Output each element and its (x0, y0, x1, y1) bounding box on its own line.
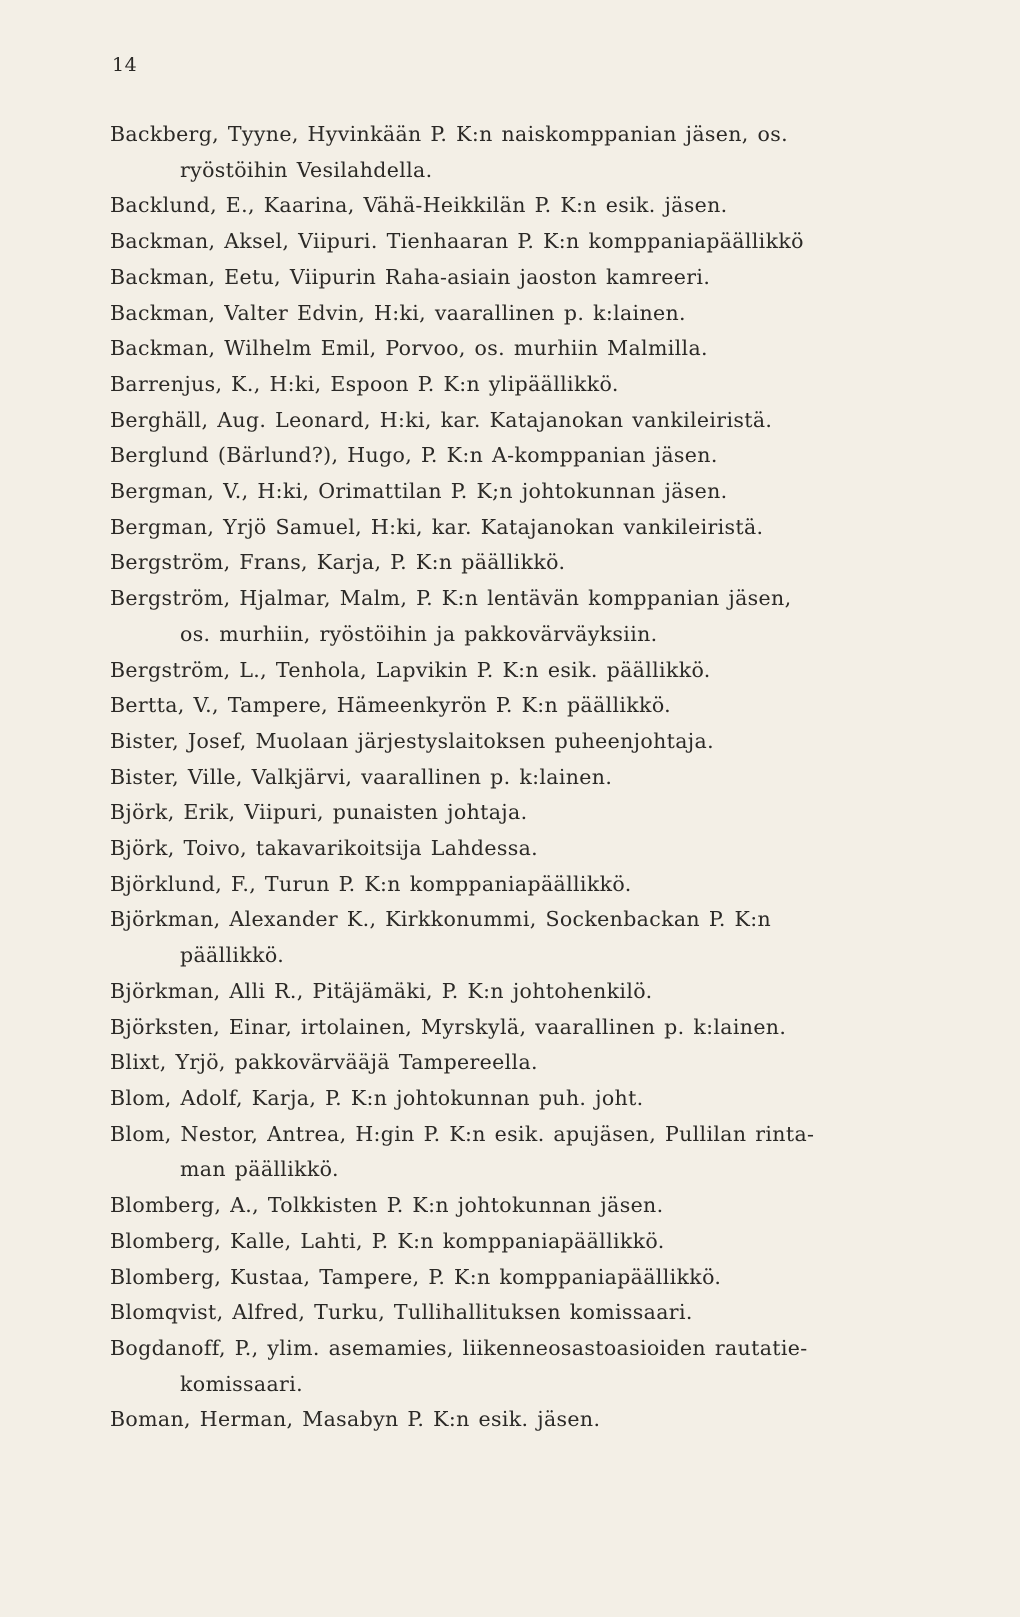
list-item (110, 1331, 910, 1402)
name-entry-list (110, 117, 910, 1438)
entry-text: Blomberg, Kustaa, Tampere, P. K:n komppaniapäällikkö. (110, 1264, 722, 1289)
entry-text: Boman, Herman, Masabyn P. K:n esik. jäsen. (110, 1407, 601, 1432)
list-item (110, 260, 910, 296)
entry-text: Backman, Eetu, Viipurin Raha-asiain jaoston kamreeri. (110, 264, 711, 289)
list-item (110, 188, 910, 224)
list-item (110, 296, 910, 332)
list-item (110, 403, 910, 439)
list-item (110, 867, 910, 903)
entry-text: Björk, Toivo, takavarikoitsija Lahdessa. (110, 836, 539, 861)
list-item (110, 1188, 910, 1224)
list-item (110, 653, 910, 689)
entry-text: Backman, Aksel, Viipuri. Tienhaaran P. K:n komppaniapäällikkö (110, 229, 804, 254)
list-item (110, 795, 910, 831)
entry-text: Berghäll, Aug. Leonard, H:ki, kar. Katajanokan vankileiristä. (110, 407, 773, 432)
list-item (110, 224, 910, 260)
list-item (110, 1224, 910, 1260)
list-item (110, 117, 910, 188)
page-number: 14 (112, 54, 138, 76)
entry-text: Björklund, F., Turun P. K:n komppaniapäällikkö. (110, 871, 632, 896)
entry-text: Bister, Ville, Valkjärvi, vaarallinen p. k:lainen. (110, 764, 613, 789)
list-item (110, 974, 910, 1010)
list-item (110, 760, 910, 796)
entry-text: Barrenjus, K., H:ki, Espoon P. K:n ylipäällikkö. (110, 371, 619, 396)
entry-text: Björkman, Alexander K., Kirkkonummi, Sockenbackan P. K:n (110, 907, 772, 932)
list-item (110, 688, 910, 724)
entry-text: Blom, Nestor, Antrea, H:gin P. K:n esik. apujäsen, Pullilan rinta- (110, 1121, 815, 1146)
entry-text: Backlund, E., Kaarina, Vähä-Heikkilän P. K:n esik. jäsen. (110, 193, 728, 218)
entry-text: Backman, Valter Edvin, H:ki, vaarallinen p. k:lainen. (110, 300, 686, 325)
list-item (110, 545, 910, 581)
list-item (110, 1295, 910, 1331)
entry-text: Bergström, Hjalmar, Malm, P. K:n lentävän komppanian jäsen, (110, 586, 792, 611)
list-item (110, 831, 910, 867)
entry-text: Bergström, Frans, Karja, P. K:n päällikkö. (110, 550, 566, 575)
entry-text: Bogdanoff, P., ylim. asemamies, liikenneosastoasioiden rautatie- (110, 1335, 808, 1360)
entry-continuation: komissaari. (180, 1371, 303, 1396)
list-item (110, 510, 910, 546)
entry-text: Blomberg, A., Tolkkisten P. K:n johtokunnan jäsen. (110, 1193, 664, 1218)
list-item (110, 724, 910, 760)
list-item (110, 902, 910, 973)
entry-text: Björkman, Alli R., Pitäjämäki, P. K:n johtohenkilö. (110, 978, 653, 1003)
entry-text: Bergman, V., H:ki, Orimattilan P. K;n johtokunnan jäsen. (110, 479, 728, 504)
entry-continuation: päällikkö. (180, 943, 285, 968)
entry-continuation: man päällikkö. (180, 1157, 339, 1182)
list-item (110, 331, 910, 367)
list-item (110, 1081, 910, 1117)
list-item (110, 1010, 910, 1046)
entry-text: Blom, Adolf, Karja, P. K:n johtokunnan puh. joht. (110, 1085, 644, 1110)
entry-text: Björk, Erik, Viipuri, punaisten johtaja. (110, 800, 528, 825)
entry-continuation: os. murhiin, ryöstöihin ja pakkovärväyksiin. (180, 621, 658, 646)
entry-text: Blixt, Yrjö, pakkovärvääjä Tampereella. (110, 1050, 538, 1075)
entry-text: Bister, Josef, Muolaan järjestyslaitoksen puheenjohtaja. (110, 728, 714, 753)
list-item (110, 474, 910, 510)
entry-continuation: ryöstöihin Vesilahdella. (180, 157, 433, 182)
list-item (110, 1117, 910, 1188)
entry-text: Berglund (Bärlund?), Hugo, P. K:n A-komppanian jäsen. (110, 443, 718, 468)
entry-text: Blomberg, Kalle, Lahti, P. K:n komppaniapäällikkö. (110, 1228, 665, 1253)
entry-text: Bergström, L., Tenhola, Lapvikin P. K:n esik. päällikkö. (110, 657, 711, 682)
entry-text: Backberg, Tyyne, Hyvinkään P. K:n naiskomppanian jäsen, os. (110, 122, 788, 146)
list-item (110, 581, 910, 652)
list-item (110, 1045, 910, 1081)
entry-text: Bertta, V., Tampere, Hämeenkyrön P. K:n päällikkö. (110, 693, 672, 718)
list-item (110, 438, 910, 474)
entry-text: Blomqvist, Alfred, Turku, Tullihallituksen komissaari. (110, 1300, 693, 1325)
entry-text: Backman, Wilhelm Emil, Porvoo, os. murhiin Malmilla. (110, 336, 708, 361)
list-item (110, 367, 910, 403)
list-item (110, 1402, 910, 1438)
entry-text: Björksten, Einar, irtolainen, Myrskylä, vaarallinen p. k:lainen. (110, 1014, 787, 1039)
list-item (110, 1260, 910, 1296)
entry-text: Bergman, Yrjö Samuel, H:ki, kar. Katajanokan vankileiristä. (110, 514, 764, 539)
